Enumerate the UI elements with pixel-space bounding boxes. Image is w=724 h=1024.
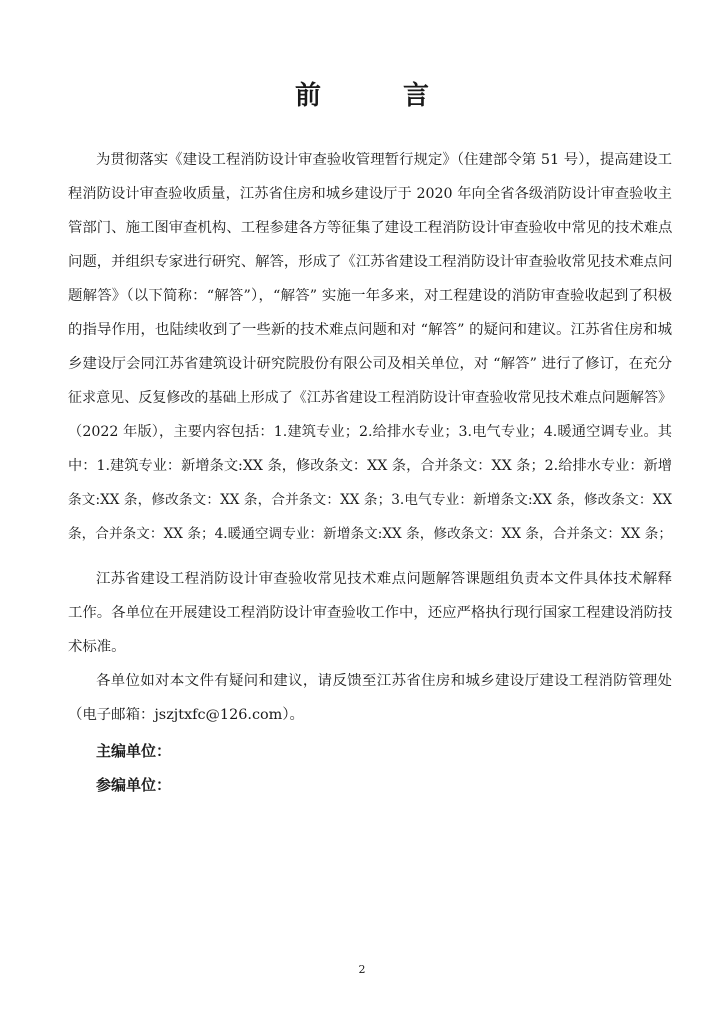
paragraph-1-line-5: 题解答》（以下简称：“解答”），“解答” 实施一年多来，对工程建设的消防审查验收起到了积极 [68, 288, 672, 304]
paragraph-3-line-1: 各单位如对本文件有疑问和建议，请反馈至江苏省住房和城乡建设厅建设工程消防管理处 [96, 673, 672, 689]
paragraph-1-line-9: （2022 年版），主要内容包括：1.建筑专业；2.给排水专业；3.电气专业；4.暖通空调专业。其 [68, 424, 672, 440]
page-title: 前 言 [294, 81, 457, 111]
paragraph-1-line-12: 条，合并条文：XX 条；4.暖通空调专业：新增条文:XX 条，修改条文：XX 条，合并条文：XX 条； [68, 526, 672, 542]
paragraph-2-line-1: 江苏省建设工程消防设计审查验收常见技术难点问题解答课题组负责本文件具体技术解释 [96, 571, 672, 587]
paragraph-1-line-1: 为贯彻落实《建设工程消防设计审查验收管理暂行规定》（住建部令第 51 号），提高建设工 [96, 152, 672, 168]
paragraph-1-line-11: 条文:XX 条，修改条文：XX 条，合并条文：XX 条；3.电气专业：新增条文:XX 条，修改条文：XX [68, 492, 672, 508]
co-editor-label: 参编单位： [96, 776, 172, 794]
paragraph-2-line-3: 术标准。 [68, 639, 126, 655]
paragraph-2-line-2: 工作。各单位在开展建设工程消防设计审查验收工作中，还应严格执行现行国家工程建设消防技 [68, 605, 673, 621]
paragraph-1-line-3: 管部门、施工图审查机构、工程参建各方等征集了建设工程消防设计审查验收中常见的技术难点 [68, 220, 673, 236]
paragraph-1-line-7: 乡建设厅会同江苏省建筑设计研究院股份有限公司及相关单位，对 “解答” 进行了修订，在充分 [68, 356, 672, 372]
paragraph-1-line-2: 程消防设计审查验收质量，江苏省住房和城乡建设厅于 2020 年向全省各级消防设计审查验收主 [68, 186, 672, 202]
paragraph-1-line-10: 中：1.建筑专业：新增条文:XX 条，修改条文：XX 条，合并条文：XX 条；2.给排水专业：新增 [68, 458, 672, 474]
paragraph-3-line-2: （电子邮箱：jszjtxfc@126.com）。 [68, 707, 304, 723]
paragraph-1-line-6: 的指导作用，也陆续收到了一些新的技术难点问题和对 “解答” 的疑问和建议。江苏省住房和城 [68, 322, 672, 338]
page-number: 2 [358, 963, 366, 976]
chief-editor-label: 主编单位： [96, 742, 172, 760]
paragraph-1-line-4: 问题，并组织专家进行研究、解答，形成了《江苏省建设工程消防设计审查验收常见技术难点问 [68, 254, 673, 270]
paragraph-1-line-8: 征求意见、反复修改的基础上形成了《江苏省建设工程消防设计审查验收常见技术难点问题解答》 [68, 390, 672, 406]
